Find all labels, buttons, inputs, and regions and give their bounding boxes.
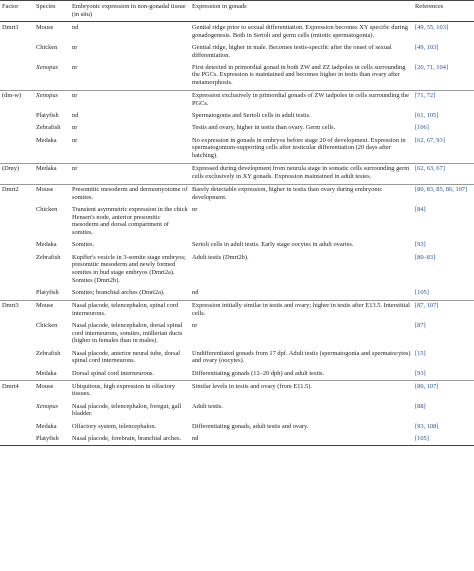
- species-cell: Xenopus: [34, 90, 70, 110]
- table-row: [0, 252, 474, 287]
- factor-cell: (Dmy): [0, 163, 34, 184]
- embryonic-cell: Ubiquitous, high expression in olfactory tissues.: [70, 381, 190, 401]
- gonads-cell: Sertoli cells in adult testis. Early stage oocytes in adult ovaries.: [192, 241, 354, 249]
- table-row: [0, 111, 474, 123]
- factor-cell: [0, 368, 34, 381]
- species-cell: Mouse: [36, 23, 54, 31]
- species-cell: Chicken: [36, 206, 58, 214]
- gonads-cell: No expression in gonads in embryos before stage 20 of development. Expression in spermatogonium-supporting cells after testicular differentiation (20 days after hatching).: [192, 136, 406, 160]
- species-cell: Platyfish: [36, 112, 59, 120]
- references-link[interactable]: [15]: [415, 349, 426, 357]
- species-cell: Mouse: [34, 300, 70, 320]
- gonads-cell: Genital ridge prior to sexual differentiation. Expression becomes XY specific during gonadogenesis. Both in Sertoli and germ cells (mitotic spermatogonia).: [192, 23, 408, 39]
- species-cell: Medaka: [36, 136, 57, 144]
- species-cell: Medaka: [36, 241, 57, 249]
- gonads-cell: Genital ridge, higher in male. Becomes testis-specific after the onset of sexual differentiation.: [192, 43, 392, 59]
- embryonic-cell: Somites.: [72, 241, 95, 249]
- header-species: Species: [34, 1, 70, 22]
- factor-cell: [0, 348, 34, 368]
- table-row: [0, 421, 474, 433]
- table-row: [0, 42, 474, 62]
- gonads-cell: Spermatogonia and Sertoli cells in adult testis.: [192, 112, 311, 120]
- references-link[interactable]: [88]: [415, 402, 426, 410]
- species-cell: Zebrafish: [36, 349, 61, 357]
- factor-cell: [0, 433, 34, 446]
- embryonic-cell: Kupffer's vesicle in 3-somite stage embryos; presomitic mesoderm and newly formed somites in bud stage embryos (Dmrt2a). Somites (Dmrt2b).: [72, 253, 186, 284]
- embryonic-cell: nd: [72, 23, 79, 31]
- factor-cell: [0, 42, 34, 62]
- embryonic-cell: nr: [72, 63, 78, 71]
- gonads-cell: First detected in primordial gonad in both ZW and ZZ tadpoles in cells surrounding the PGCs. Expression is maintained and becomes higher in testis than ovary after metamorphosis.: [192, 63, 406, 87]
- references-link[interactable]: [105]: [415, 288, 429, 296]
- table-row: [0, 401, 474, 421]
- factor-cell: [0, 240, 34, 252]
- references-link[interactable]: [62, 67, 93]: [415, 136, 445, 144]
- factor-cell: Dmrt3: [0, 300, 34, 320]
- table-row: [0, 433, 474, 446]
- gonads-cell: Barely detectable expression, higher in testis than ovary during embryonic development.: [190, 184, 413, 204]
- table-row: [0, 90, 474, 110]
- gonads-cell: Expression initially similar in testis and ovary; higher in testis after E13.5. Interstitial cells.: [190, 300, 413, 320]
- factor-cell: [0, 205, 34, 240]
- factor-cell: [0, 123, 34, 135]
- table-row: [0, 287, 474, 300]
- table-row: [0, 123, 474, 135]
- references-link[interactable]: [106]: [415, 124, 429, 132]
- factor-cell: Dmrt4: [0, 381, 34, 401]
- references-link[interactable]: [93]: [415, 369, 426, 377]
- table-row: [0, 300, 474, 320]
- factor-cell: [0, 287, 34, 300]
- table-row: [0, 22, 474, 42]
- embryonic-cell: Nasal placode, telencephalon, spinal cord interneurons.: [70, 300, 190, 320]
- references-link[interactable]: [49, 103]: [415, 43, 439, 51]
- gonads-cell: nr: [192, 322, 198, 329]
- embryonic-cell: Nasal placode, anterior neural tube, dorsal spinal cord interneurons.: [72, 349, 181, 365]
- references-link[interactable]: [105]: [413, 433, 474, 446]
- species-cell: Mouse: [34, 184, 70, 204]
- factor-cell: [0, 111, 34, 123]
- embryonic-cell: Olfactory system, telencephalon.: [72, 422, 157, 430]
- species-cell: Platyfish: [36, 288, 59, 296]
- factor-cell: [0, 135, 34, 163]
- embryonic-cell: Transient asymmetric expression in the chick Hensen's node, anterior presomitic mesoderm and dorsal compartment of somites.: [72, 206, 188, 237]
- header-factor: Factor: [0, 1, 34, 22]
- table-row: [0, 240, 474, 252]
- species-cell: Medaka: [36, 369, 57, 377]
- gonads-cell: Adult testis.: [192, 402, 223, 410]
- species-cell: Mouse: [34, 381, 70, 401]
- embryonic-cell: nd: [72, 112, 79, 120]
- embryonic-cell: nr: [70, 90, 190, 110]
- gonads-cell: Differentiating gonads (12–20 dph) and adult testis.: [192, 369, 325, 377]
- gonads-cell: Expression exclusively in primordial gonads of ZW tadpoles in cells surrounding the PGCs.: [190, 90, 413, 110]
- table-row: [0, 62, 474, 90]
- header-references: References: [413, 1, 474, 22]
- gonads-cell: Similar levels in testis and ovary (from E11.5).: [190, 381, 413, 401]
- species-cell: Zebrafish: [36, 253, 61, 261]
- references-link[interactable]: [84]: [415, 206, 426, 214]
- species-cell: Zebrafish: [36, 124, 61, 132]
- header-gonads: Expression in gonads: [190, 1, 413, 22]
- table-row: [0, 368, 474, 381]
- gonads-cell: Undifferentiated gonads from 17 dpf. Adult testis (spermatogonia and spermatocytes) and ovary (oocytes).: [192, 349, 411, 365]
- table-row: [0, 184, 474, 204]
- table-row: [0, 381, 474, 401]
- factor-cell: (dm-w): [0, 90, 34, 110]
- references-link[interactable]: [71, 72]: [413, 90, 474, 110]
- references-link[interactable]: [93]: [415, 241, 426, 249]
- gonads-cell: Adult testis (Dmrt2b).: [192, 253, 249, 261]
- table-row: [0, 135, 474, 163]
- species-cell: Xenopus: [36, 63, 59, 71]
- gonads-cell: Expressed during development from neurula stage in somatic cells surrounding germ cells exclusively in XY gonads. Expression maintained in adult testes.: [190, 163, 413, 184]
- table-row: [0, 321, 474, 349]
- embryonic-cell: nr: [72, 124, 78, 132]
- species-cell: Medaka: [36, 422, 57, 430]
- table-row: [0, 348, 474, 368]
- species-cell: Chicken: [36, 43, 58, 51]
- embryonic-cell: Somites; branchial arches (Dmrt2a).: [72, 288, 165, 296]
- header-row: [0, 1, 474, 22]
- factor-cell: [0, 252, 34, 287]
- embryonic-cell: nr: [72, 43, 78, 51]
- gonads-cell: Testis and ovary, higher in testis than ovary. Germ cells.: [192, 124, 336, 132]
- references-link[interactable]: [80–83]: [415, 253, 436, 261]
- references-link[interactable]: [62, 63, 67]: [413, 163, 474, 184]
- species-cell: Chicken: [36, 322, 58, 329]
- gonads-cell: Differentiating gonads, adult testis and ovary.: [192, 422, 309, 430]
- embryonic-cell: Nasal placode, telencephalon, foregut, gall bladder.: [72, 402, 182, 418]
- species-cell: Medaka: [34, 163, 70, 184]
- references-link[interactable]: [80, 107]: [413, 381, 474, 401]
- references-link[interactable]: [49, 55, 103]: [415, 23, 449, 31]
- factor-cell: Dmrt2: [0, 184, 34, 204]
- factor-cell: [0, 62, 34, 90]
- embryonic-cell: Nasal placode, telencephalon, dorsal spinal cord interneurons, somites, müllerian ducts (higher in females than in males).: [72, 322, 183, 345]
- factor-cell: [0, 321, 34, 349]
- factor-cell: [0, 401, 34, 421]
- references-link[interactable]: [93, 108]: [415, 422, 439, 430]
- gonads-cell: nd: [190, 433, 413, 446]
- references-link[interactable]: [87, 107]: [413, 300, 474, 320]
- embryonic-cell: nr: [70, 163, 190, 184]
- table-row: [0, 205, 474, 240]
- embryonic-cell: Nasal placode, forebrain, branchial arches.: [70, 433, 190, 446]
- factor-cell: Dmrt1: [2, 23, 19, 31]
- species-cell: Platyfish: [34, 433, 70, 446]
- embryonic-cell: Dorsal spinal cord interneurons.: [72, 369, 154, 377]
- species-cell: Xenopus: [36, 402, 59, 410]
- embryonic-cell: Presomitic mesoderm and dermomyotome of somites.: [70, 184, 190, 204]
- references-link[interactable]: [61, 105]: [415, 112, 439, 120]
- header-embryonic: Embryonic expression in non-gonadal tissue (in situ): [70, 1, 190, 22]
- gonads-cell: nd: [192, 288, 199, 296]
- references-link[interactable]: [80, 83, 85, 86, 107]: [413, 184, 474, 204]
- gonads-cell: nr: [192, 206, 198, 214]
- embryonic-cell: nr: [72, 136, 78, 144]
- table-row: [0, 163, 474, 184]
- references-link[interactable]: [87]: [415, 322, 426, 329]
- factor-cell: [0, 421, 34, 433]
- references-link[interactable]: [20, 71, 104]: [415, 63, 449, 71]
